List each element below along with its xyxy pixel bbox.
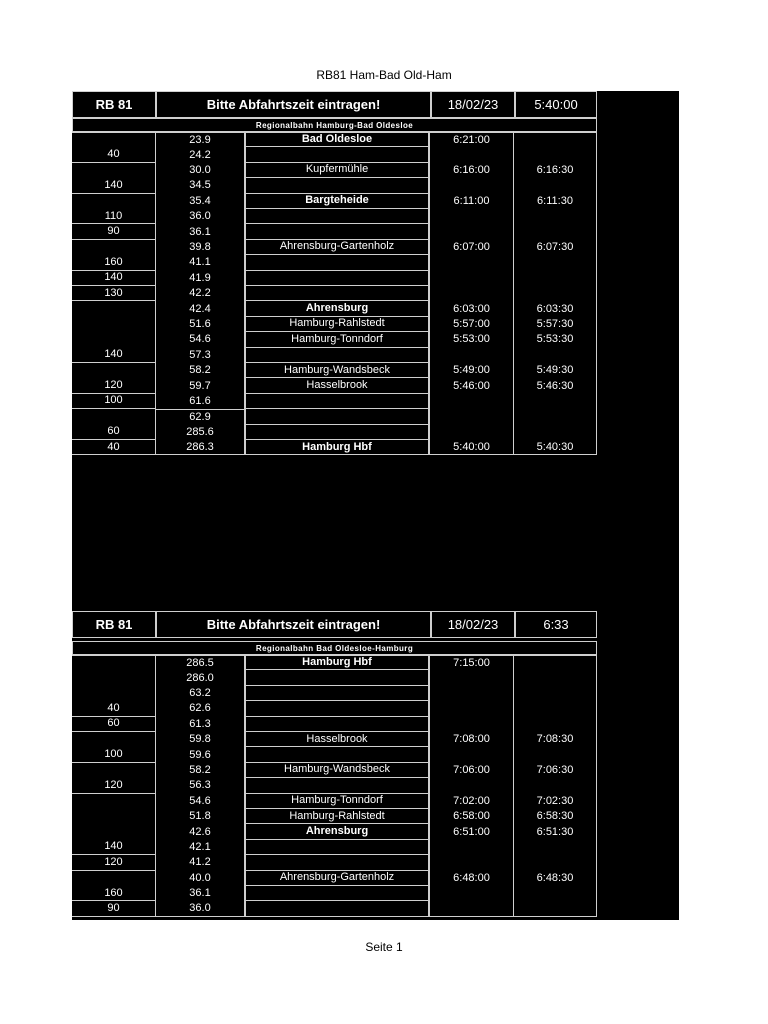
station-cell bbox=[246, 686, 430, 701]
date-field[interactable]: 18/02/23 bbox=[431, 611, 515, 638]
station-cell bbox=[246, 747, 430, 762]
arrival-time-cell bbox=[430, 670, 514, 685]
departure-time-cell bbox=[514, 778, 597, 793]
speed-limit-cell bbox=[72, 409, 156, 424]
kilometer-cell: 34.5 bbox=[156, 178, 246, 193]
table-row bbox=[72, 855, 597, 870]
departure-time-cell bbox=[514, 840, 597, 855]
arrival-time-cell: 7:02:00 bbox=[430, 794, 514, 809]
kilometer-cell: 51.8 bbox=[156, 809, 246, 824]
train-number: RB 81 bbox=[72, 611, 156, 638]
speed-limit-cell bbox=[72, 809, 156, 824]
table-row bbox=[72, 747, 597, 762]
speed-limit-cell: 140 bbox=[72, 840, 156, 855]
departure-time-prompt: Bitte Abfahrtszeit eintragen! bbox=[156, 611, 431, 638]
speed-limit-cell bbox=[72, 194, 156, 209]
speed-limit-cell bbox=[72, 163, 156, 178]
departure-time-cell bbox=[514, 855, 597, 870]
station-cell bbox=[246, 855, 430, 870]
kilometer-cell: 42.1 bbox=[156, 840, 246, 855]
departure-time-cell bbox=[514, 286, 597, 301]
train-number: RB 81 bbox=[72, 91, 156, 118]
station-cell: Bad Oldesloe bbox=[246, 132, 430, 147]
departure-time-cell bbox=[514, 394, 597, 409]
station-cell: Hamburg-Wandsbeck bbox=[246, 363, 430, 378]
departure-time-prompt: Bitte Abfahrtszeit eintragen! bbox=[156, 91, 431, 118]
station-cell bbox=[246, 286, 430, 301]
table-row bbox=[72, 332, 597, 347]
station-cell: Kupfermühle bbox=[246, 163, 430, 178]
table-row bbox=[72, 809, 597, 824]
station-cell bbox=[246, 717, 430, 732]
table-row bbox=[72, 425, 597, 440]
timetable-oldesloe-hamburg bbox=[72, 605, 679, 920]
arrival-time-cell: 6:16:00 bbox=[430, 163, 514, 178]
table-row bbox=[72, 717, 597, 732]
station-cell bbox=[246, 425, 430, 440]
table-row bbox=[72, 147, 597, 162]
speed-limit-cell: 40 bbox=[72, 701, 156, 716]
arrival-time-cell bbox=[430, 255, 514, 270]
arrival-time-cell bbox=[430, 855, 514, 870]
speed-limit-cell: 120 bbox=[72, 778, 156, 793]
kilometer-cell: 59.6 bbox=[156, 747, 246, 762]
station-cell bbox=[246, 255, 430, 270]
departure-time-cell bbox=[514, 255, 597, 270]
station-cell bbox=[246, 901, 430, 916]
kilometer-cell: 62.9 bbox=[156, 409, 246, 424]
arrival-time-cell: 5:57:00 bbox=[430, 317, 514, 332]
departure-time-cell: 5:40:30 bbox=[514, 440, 597, 455]
station-cell bbox=[246, 701, 430, 716]
speed-limit-cell bbox=[72, 363, 156, 378]
kilometer-cell: 39.8 bbox=[156, 240, 246, 255]
speed-limit-cell bbox=[72, 317, 156, 332]
speed-limit-cell bbox=[72, 824, 156, 839]
departure-time-cell: 7:08:30 bbox=[514, 732, 597, 747]
arrival-time-cell bbox=[430, 686, 514, 701]
departure-time-cell bbox=[514, 670, 597, 685]
departure-time-cell bbox=[514, 686, 597, 701]
departure-time-cell bbox=[514, 425, 597, 440]
departure-time-cell bbox=[514, 178, 597, 193]
page-footer: Seite 1 bbox=[365, 940, 403, 954]
kilometer-cell: 58.2 bbox=[156, 363, 246, 378]
table-row bbox=[72, 178, 597, 193]
station-cell bbox=[246, 209, 430, 224]
speed-limit-cell: 120 bbox=[72, 855, 156, 870]
departure-time-cell bbox=[514, 348, 597, 363]
start-time-field[interactable]: 5:40:00 bbox=[515, 91, 597, 118]
kilometer-cell: 59.7 bbox=[156, 378, 246, 393]
kilometer-cell: 56.3 bbox=[156, 778, 246, 793]
station-cell bbox=[246, 271, 430, 286]
departure-time-cell bbox=[514, 701, 597, 716]
station-cell: Ahrensburg bbox=[246, 301, 430, 316]
departure-time-cell bbox=[514, 132, 597, 147]
station-cell bbox=[246, 670, 430, 685]
kilometer-cell: 42.6 bbox=[156, 824, 246, 839]
arrival-time-cell: 5:53:00 bbox=[430, 332, 514, 347]
table-row bbox=[72, 363, 597, 378]
kilometer-cell: 286.5 bbox=[156, 655, 246, 670]
station-cell bbox=[246, 178, 430, 193]
departure-time-cell: 6:51:30 bbox=[514, 824, 597, 839]
speed-limit-cell: 120 bbox=[72, 378, 156, 393]
kilometer-cell: 41.1 bbox=[156, 255, 246, 270]
arrival-time-cell: 5:49:00 bbox=[430, 363, 514, 378]
table-row bbox=[72, 240, 597, 255]
arrival-time-cell bbox=[430, 394, 514, 409]
speed-limit-cell bbox=[72, 686, 156, 701]
arrival-time-cell bbox=[430, 425, 514, 440]
departure-time-cell bbox=[514, 224, 597, 239]
arrival-time-cell: 6:07:00 bbox=[430, 240, 514, 255]
speed-limit-cell bbox=[72, 132, 156, 147]
table-row bbox=[72, 840, 597, 855]
arrival-time-cell: 6:48:00 bbox=[430, 871, 514, 886]
arrival-time-cell bbox=[430, 701, 514, 716]
kilometer-cell: 61.6 bbox=[156, 394, 246, 409]
speed-limit-cell bbox=[72, 794, 156, 809]
kilometer-cell: 42.2 bbox=[156, 286, 246, 301]
departure-time-cell: 5:46:30 bbox=[514, 378, 597, 393]
speed-limit-cell bbox=[72, 732, 156, 747]
station-cell bbox=[246, 886, 430, 901]
kilometer-cell: 54.6 bbox=[156, 794, 246, 809]
table-row bbox=[72, 794, 597, 809]
departure-time-cell: 6:16:30 bbox=[514, 163, 597, 178]
station-cell: Hamburg-Tonndorf bbox=[246, 332, 430, 347]
arrival-time-cell: 6:11:00 bbox=[430, 194, 514, 209]
table-row bbox=[72, 209, 597, 224]
arrival-time-cell bbox=[430, 717, 514, 732]
table-row bbox=[72, 286, 597, 301]
arrival-time-cell bbox=[430, 886, 514, 901]
departure-time-cell bbox=[514, 147, 597, 162]
departure-time-cell bbox=[514, 717, 597, 732]
departure-time-cell: 6:03:30 bbox=[514, 301, 597, 316]
station-cell: Hamburg-Rahlstedt bbox=[246, 317, 430, 332]
departure-time-cell: 7:02:30 bbox=[514, 794, 597, 809]
arrival-time-cell: 6:21:00 bbox=[430, 132, 514, 147]
departure-time-cell: 5:53:30 bbox=[514, 332, 597, 347]
kilometer-cell: 24.2 bbox=[156, 147, 246, 162]
kilometer-cell: 54.6 bbox=[156, 332, 246, 347]
departure-time-cell: 6:48:30 bbox=[514, 871, 597, 886]
table-row bbox=[72, 163, 597, 178]
station-cell: Hamburg Hbf bbox=[246, 440, 430, 455]
table-row bbox=[72, 655, 597, 670]
departure-time-cell bbox=[514, 747, 597, 762]
arrival-time-cell bbox=[430, 840, 514, 855]
kilometer-cell: 286.0 bbox=[156, 670, 246, 685]
table-row bbox=[72, 317, 597, 332]
table-row bbox=[72, 271, 597, 286]
arrival-time-cell bbox=[430, 271, 514, 286]
table-row bbox=[72, 301, 597, 316]
station-cell: Ahrensburg-Gartenholz bbox=[246, 240, 430, 255]
speed-limit-cell: 130 bbox=[72, 286, 156, 301]
speed-limit-cell: 90 bbox=[72, 224, 156, 239]
table-row bbox=[72, 886, 597, 901]
table-row bbox=[72, 440, 597, 455]
arrival-time-cell bbox=[430, 224, 514, 239]
kilometer-cell: 286.3 bbox=[156, 440, 246, 455]
kilometer-cell: 30.0 bbox=[156, 163, 246, 178]
arrival-time-cell bbox=[430, 178, 514, 193]
station-cell: Hasselbrook bbox=[246, 732, 430, 747]
table-row bbox=[72, 701, 597, 716]
kilometer-cell: 61.3 bbox=[156, 717, 246, 732]
speed-limit-cell: 90 bbox=[72, 901, 156, 916]
speed-limit-cell: 110 bbox=[72, 209, 156, 224]
table-row bbox=[72, 394, 597, 409]
table-row bbox=[72, 901, 597, 916]
arrival-time-cell: 6:58:00 bbox=[430, 809, 514, 824]
station-cell bbox=[246, 224, 430, 239]
arrival-time-cell bbox=[430, 778, 514, 793]
departure-time-cell bbox=[514, 886, 597, 901]
departure-time-cell: 5:57:30 bbox=[514, 317, 597, 332]
station-cell bbox=[246, 778, 430, 793]
timetable-hamburg-oldesloe bbox=[72, 91, 679, 605]
kilometer-cell: 62.6 bbox=[156, 701, 246, 716]
speed-limit-cell bbox=[72, 301, 156, 316]
departure-time-cell bbox=[514, 209, 597, 224]
arrival-time-cell bbox=[430, 209, 514, 224]
speed-limit-cell: 40 bbox=[72, 440, 156, 455]
table-row bbox=[72, 348, 597, 363]
table-row bbox=[72, 409, 597, 424]
departure-time-cell: 6:11:30 bbox=[514, 194, 597, 209]
arrival-time-cell: 7:06:00 bbox=[430, 763, 514, 778]
table-row bbox=[72, 255, 597, 270]
speed-limit-cell bbox=[72, 240, 156, 255]
arrival-time-cell bbox=[430, 747, 514, 762]
table-row bbox=[72, 686, 597, 701]
arrival-time-cell: 6:51:00 bbox=[430, 824, 514, 839]
speed-limit-cell bbox=[72, 655, 156, 670]
speed-limit-cell: 60 bbox=[72, 425, 156, 440]
kilometer-cell: 63.2 bbox=[156, 686, 246, 701]
station-cell bbox=[246, 348, 430, 363]
table-row bbox=[72, 778, 597, 793]
departure-time-cell: 5:49:30 bbox=[514, 363, 597, 378]
speed-limit-cell: 100 bbox=[72, 394, 156, 409]
station-cell: Hamburg-Rahlstedt bbox=[246, 809, 430, 824]
station-cell: Hamburg Hbf bbox=[246, 655, 430, 670]
departure-time-cell bbox=[514, 901, 597, 916]
table-row bbox=[72, 224, 597, 239]
kilometer-cell: 35.4 bbox=[156, 194, 246, 209]
departure-time-cell: 7:06:30 bbox=[514, 763, 597, 778]
speed-limit-cell: 140 bbox=[72, 178, 156, 193]
route-subtitle: Regionalbahn Bad Oldesloe-Hamburg bbox=[72, 641, 597, 655]
station-cell bbox=[246, 394, 430, 409]
route-subtitle: Regionalbahn Hamburg-Bad Oldesloe bbox=[72, 118, 597, 132]
kilometer-cell: 40.0 bbox=[156, 871, 246, 886]
table-row bbox=[72, 132, 597, 147]
table-row bbox=[72, 670, 597, 685]
kilometer-cell: 51.6 bbox=[156, 317, 246, 332]
table-row bbox=[72, 824, 597, 839]
start-time-field[interactable]: 6:33 bbox=[515, 611, 597, 638]
arrival-time-cell: 5:46:00 bbox=[430, 378, 514, 393]
arrival-time-cell bbox=[430, 409, 514, 424]
station-cell: Bargteheide bbox=[246, 194, 430, 209]
page-title: RB81 Ham-Bad Old-Ham bbox=[316, 68, 452, 82]
kilometer-cell: 36.0 bbox=[156, 209, 246, 224]
table-row bbox=[72, 732, 597, 747]
kilometer-cell: 41.9 bbox=[156, 271, 246, 286]
kilometer-cell: 42.4 bbox=[156, 301, 246, 316]
arrival-time-cell: 6:03:00 bbox=[430, 301, 514, 316]
kilometer-cell: 285.6 bbox=[156, 425, 246, 440]
speed-limit-cell: 140 bbox=[72, 271, 156, 286]
kilometer-cell: 58.2 bbox=[156, 763, 246, 778]
arrival-time-cell bbox=[430, 286, 514, 301]
station-cell: Hasselbrook bbox=[246, 378, 430, 393]
station-cell: Hamburg-Tonndorf bbox=[246, 794, 430, 809]
speed-limit-cell bbox=[72, 332, 156, 347]
speed-limit-cell: 140 bbox=[72, 348, 156, 363]
departure-time-cell: 6:58:30 bbox=[514, 809, 597, 824]
arrival-time-cell bbox=[430, 348, 514, 363]
station-cell: Ahrensburg bbox=[246, 824, 430, 839]
arrival-time-cell: 7:15:00 bbox=[430, 655, 514, 670]
kilometer-cell: 36.0 bbox=[156, 901, 246, 916]
arrival-time-cell: 5:40:00 bbox=[430, 440, 514, 455]
date-field[interactable]: 18/02/23 bbox=[431, 91, 515, 118]
kilometer-cell: 36.1 bbox=[156, 224, 246, 239]
speed-limit-cell: 60 bbox=[72, 717, 156, 732]
kilometer-cell: 57.3 bbox=[156, 348, 246, 363]
departure-time-cell bbox=[514, 271, 597, 286]
station-cell bbox=[246, 147, 430, 162]
arrival-time-cell bbox=[430, 147, 514, 162]
speed-limit-cell: 160 bbox=[72, 255, 156, 270]
speed-limit-cell: 40 bbox=[72, 147, 156, 162]
speed-limit-cell bbox=[72, 763, 156, 778]
station-cell bbox=[246, 409, 430, 424]
kilometer-cell: 36.1 bbox=[156, 886, 246, 901]
kilometer-cell: 59.8 bbox=[156, 732, 246, 747]
departure-time-cell bbox=[514, 409, 597, 424]
station-cell: Ahrensburg-Gartenholz bbox=[246, 871, 430, 886]
kilometer-cell: 41.2 bbox=[156, 855, 246, 870]
speed-limit-cell: 100 bbox=[72, 747, 156, 762]
departure-time-cell bbox=[514, 655, 597, 670]
station-cell bbox=[246, 840, 430, 855]
arrival-time-cell: 7:08:00 bbox=[430, 732, 514, 747]
table-row bbox=[72, 378, 597, 393]
arrival-time-cell bbox=[430, 901, 514, 916]
table-row bbox=[72, 194, 597, 209]
speed-limit-cell: 160 bbox=[72, 886, 156, 901]
speed-limit-cell bbox=[72, 871, 156, 886]
table-row bbox=[72, 871, 597, 886]
table-row bbox=[72, 763, 597, 778]
speed-limit-cell bbox=[72, 670, 156, 685]
kilometer-cell: 23.9 bbox=[156, 132, 246, 147]
station-cell: Hamburg-Wandsbeck bbox=[246, 763, 430, 778]
departure-time-cell: 6:07:30 bbox=[514, 240, 597, 255]
